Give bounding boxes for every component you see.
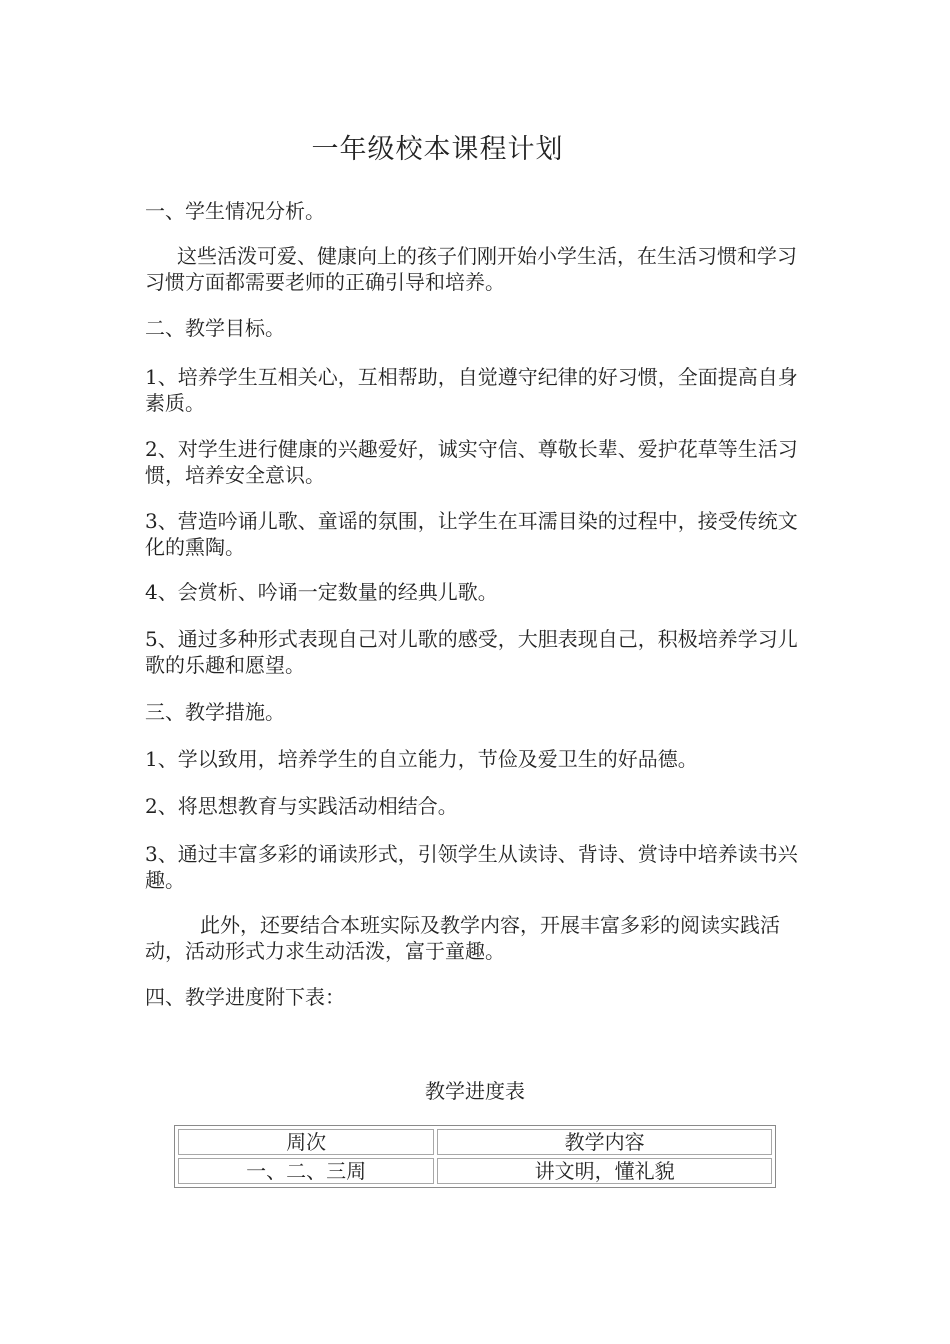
header-week: 周次 [178, 1129, 434, 1155]
section-heading-3: 三、教学措施。 [145, 700, 285, 724]
goal-item-5: 5、通过多种形式表现自己对儿歌的感受，大胆表现自己，积极培养学习儿歌的乐趣和愿望。 [145, 627, 798, 677]
schedule-table [174, 1125, 776, 1188]
table-title: 教学进度表 [425, 1079, 525, 1103]
table-row [178, 1158, 772, 1184]
goal-item-3: 3、营造吟诵儿歌、童谣的氛围，让学生在耳濡目染的过程中，接受传统文化的熏陶。 [145, 509, 798, 559]
section-heading-4: 四、教学进度附下表： [145, 985, 345, 1009]
section-1-body: 这些活泼可爱、健康向上的孩子们刚开始小学生活，在生活习惯和学习习惯方面都需要老师的正确引导和培养。 [145, 244, 797, 294]
extra-paragraph: 此外，还要结合本班实际及教学内容，开展丰富多彩的阅读实践活动，活动形式力求生动活泼，富于童趣。 [145, 913, 780, 963]
measure-item-2: 2、将思想教育与实践活动相结合。 [145, 794, 458, 818]
table-header-row [178, 1129, 772, 1155]
goal-item-1: 1、培养学生互相关心，互相帮助，自觉遵守纪律的好习惯，全面提高自身素质。 [145, 365, 798, 415]
document-title: 一年级校本课程计划 [311, 134, 564, 165]
section-heading-2: 二、教学目标。 [145, 316, 285, 340]
row-week: 一、二、三周 [178, 1158, 434, 1184]
section-heading-1: 一、学生情况分析。 [145, 199, 325, 223]
row-content: 讲文明，懂礼貌 [437, 1158, 772, 1184]
goal-item-4: 4、会赏析、吟诵一定数量的经典儿歌。 [145, 580, 498, 604]
measure-item-3: 3、通过丰富多彩的诵读形式，引领学生从读诗、背诗、赏诗中培养读书兴趣。 [145, 842, 798, 892]
header-content: 教学内容 [437, 1129, 772, 1155]
goal-item-2: 2、对学生进行健康的兴趣爱好，诚实守信、尊敬长辈、爱护花草等生活习惯，培养安全意识。 [145, 437, 798, 487]
measure-item-1: 1、学以致用，培养学生的自立能力，节俭及爱卫生的好品德。 [145, 747, 698, 771]
